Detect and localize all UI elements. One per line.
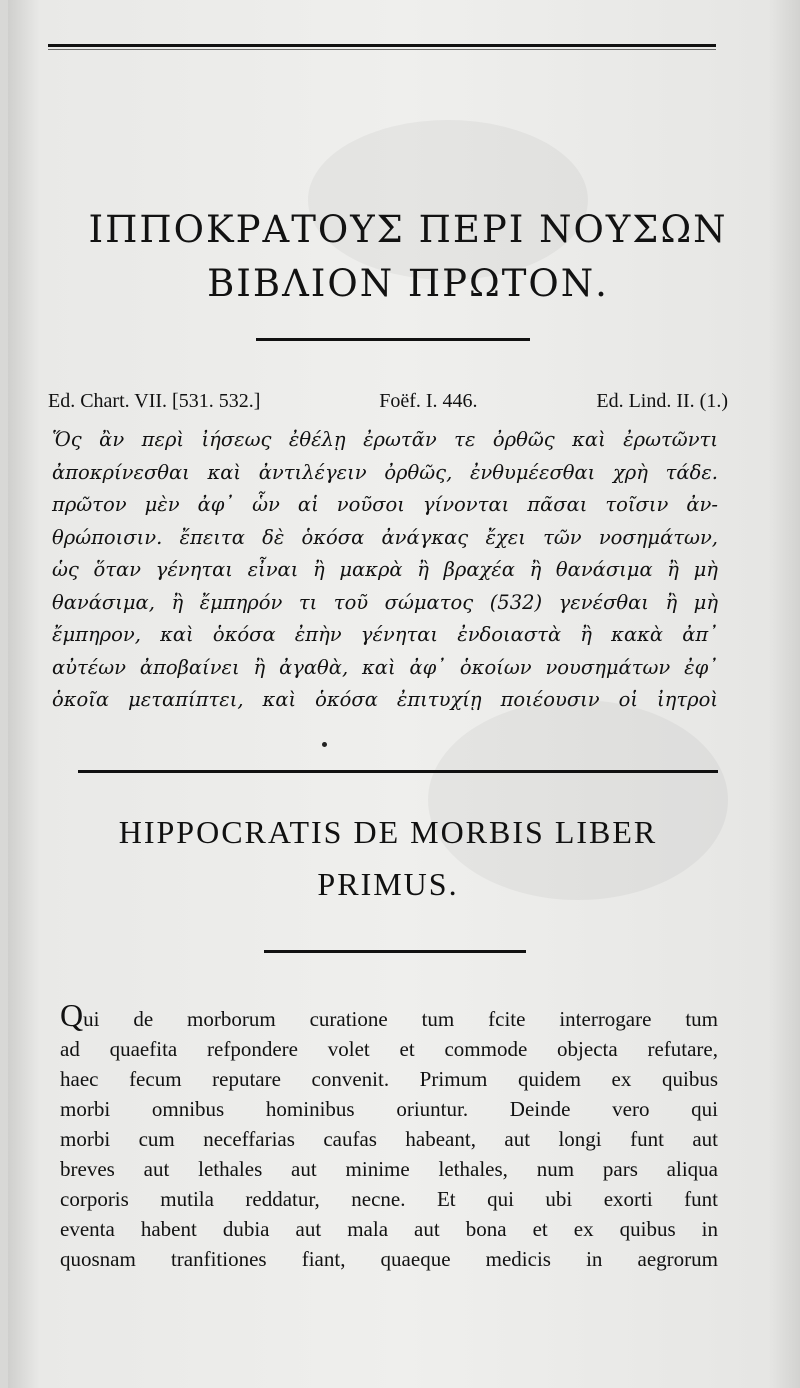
latin-text-line: ad quaefita refpondere volet et commode objecta refutare, <box>60 1037 718 1061</box>
drop-initial: Q <box>60 997 84 1033</box>
latin-text-first-line-rest: ui de morborum curatione tum fcite interrogare tum <box>83 1007 718 1031</box>
print-dot <box>322 742 327 747</box>
top-rule-thin <box>48 49 716 50</box>
greek-title-rule <box>256 338 530 341</box>
latin-title-line-2: PRIMUS. <box>317 866 459 902</box>
latin-body-text <box>60 997 718 1274</box>
greek-title-line-2: ΒΙΒΛΙΟΝ ΠΡΩΤΟΝ. <box>207 262 609 305</box>
latin-text-line: quosnam tranfitiones fiant, quaeque medicis in aegrorum <box>60 1247 718 1271</box>
greek-text-line: θρώποισιν. ἔπειτα δὲ ὁκόσα ἀνάγκας ἔχει τῶν νοσημάτων, <box>52 525 718 549</box>
latin-text-first-line <box>60 997 718 1034</box>
greek-text-line: θανάσιμα, ἢ ἔμπηρόν τι τοῦ σώματος (532) γενέσθαι ἢ μὴ <box>52 590 718 614</box>
greek-text-line: πρῶτον μὲν ἀφ᾿ ὧν αἱ νοῦσοι γίνονται πᾶσαι τοῖσιν ἀν- <box>52 493 718 516</box>
latin-text-line: morbi cum neceffarias caufas habeant, aut longi funt aut <box>60 1127 718 1151</box>
latin-title-line-1: HIPPOCRATIS DE MORBIS LIBER <box>118 814 658 850</box>
latin-text-line: corporis mutila reddatur, necne. Et qui ubi exorti funt <box>60 1187 718 1211</box>
greek-text-line: ὁκοῖα μεταπίπτει, καὶ ὁκόσα ἐπιτυχίῃ ποιέουσιν οἱ ἰητροὶ <box>52 688 718 711</box>
section-divider-rule <box>78 770 718 773</box>
latin-text-line: haec fecum reputare convenit. Primum quidem ex quibus <box>60 1067 718 1091</box>
greek-title-line-1: ΙΠΠΟΚΡΑΤΟΥΣ ΠΕΡΙ ΝΟΥΣΩΝ <box>88 208 728 251</box>
bleed-through-smudge <box>308 120 588 280</box>
book-page <box>8 0 800 1388</box>
greek-text-line: αὐτέων ἀποβαίνει ἢ ἀγαθὰ, καὶ ἀφ᾿ ὁκοίων νουσημάτων ἐφ᾿ <box>52 655 718 679</box>
greek-text-line: Ὅς ἂν περὶ ἰήσεως ἐθέλῃ ἐρωτᾶν τε ὀρθῶς καὶ ἐρωτῶντι <box>52 428 718 451</box>
latin-text-line: morbi omnibus hominibus oriuntur. Deinde vero qui <box>60 1097 718 1121</box>
edition-lind: Ed. Lind. II. (1.) <box>596 390 728 412</box>
greek-body-text <box>52 424 718 717</box>
top-rule <box>48 44 716 47</box>
edition-references <box>48 390 728 413</box>
greek-text-line: ὡς ὅταν γένηται εἶναι ἢ μακρὰ ἢ βραχέα ἢ θανάσιμα ἢ μὴ <box>52 558 718 581</box>
edition-chart: Ed. Chart. VII. [531. 532.] <box>48 390 261 412</box>
latin-text-line: eventa habent dubia aut mala aut bona et ex quibus in <box>60 1217 718 1241</box>
greek-text-line: ἀποκρίνεσθαι καὶ ἀντιλέγειν ὀρθῶς, ἐνθυμέεσθαι χρὴ τάδε. <box>52 460 718 484</box>
latin-title-rule <box>264 950 526 953</box>
greek-text-line: ἔμπηρον, καὶ ὁκόσα ἐπὴν γένηται ἐνδοιαστὰ ἢ κακὰ ἀπ᾿ <box>52 623 718 646</box>
latin-text-line: breves aut lethales aut minime lethales, num pars aliqua <box>60 1157 718 1181</box>
edition-foes: Foëf. I. 446. <box>379 390 478 412</box>
